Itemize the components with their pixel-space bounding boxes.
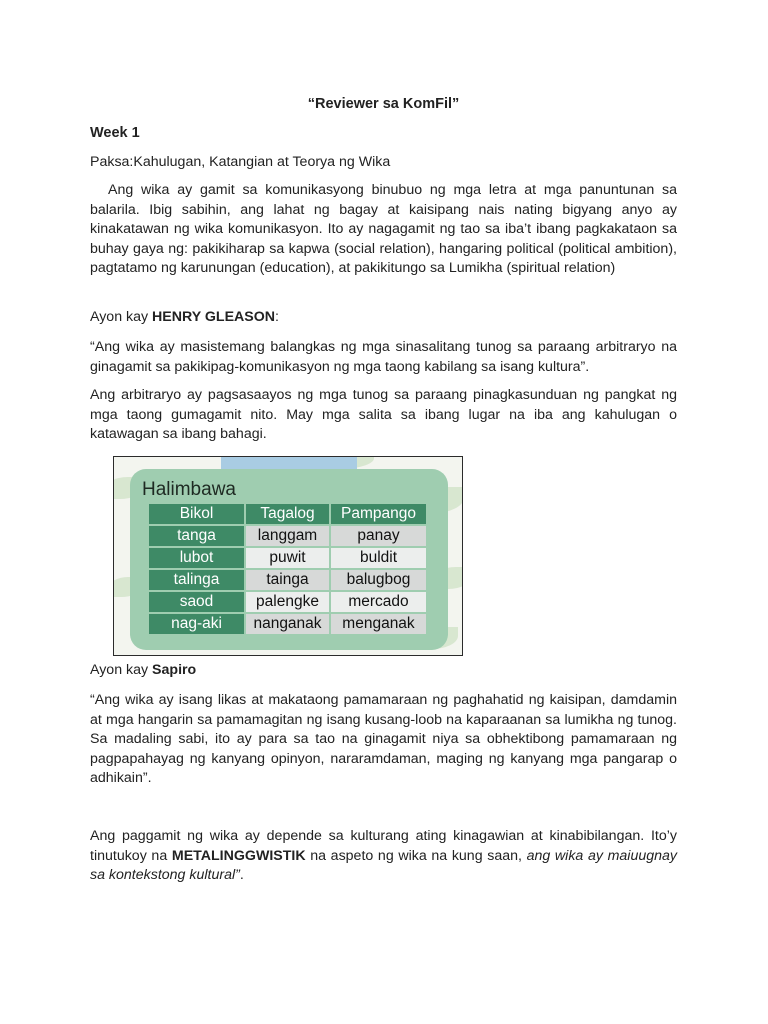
gleason-quote: “Ang wika ay masistemang balangkas ng mga sinasalitang tunog sa paraang arbitraryo na ginagamit sa pakikipag-komunikasyon ng mga taong kabilang sa isang kultura”. (90, 339, 677, 375)
table-cell: lubot (149, 548, 244, 568)
gleason-heading (90, 308, 677, 328)
intro-paragraph: Ang wika ay gamit sa komunikasyong binubuo ng mga letra at mga panuntunan sa balarila. Ibig sabihin, ang lahat ng bagay at kaisipang nais nating bigyang anyo ay kinakatawan ng wika komunikasyon. Ito ay nagagamit ng tao sa iba’t ibang pagkakataon sa buhay gaya ng: pakikiharap sa kapwa (social relation), hangaring political (political ambition), pagtatamo ng karunungan (education), at pakikitungo sa Lumikha (spiritual relation) (90, 182, 677, 277)
sapiro-prefix: Ayon kay (90, 662, 153, 678)
table-row (149, 526, 426, 546)
arbitraryo-paragraph: Ang arbitraryo ay pagsasaayos ng mga tunog sa paraang pinagkasunduan ng pangkat ng mga taong gumagamit nito. May mga salita sa ibang lugar na iba ang kahulugan o katawagan sa ibang bahagi. (90, 387, 677, 443)
table-row (149, 570, 426, 590)
gleason-name: HENRY GLEASON (152, 309, 276, 325)
week-heading: Week 1 (90, 125, 140, 141)
table-cell: talinga (149, 570, 244, 590)
closing-end: . (239, 867, 244, 884)
topic-line: Paksa:Kahulugan, Katangian at Teorya ng Wika (90, 154, 391, 170)
table-cell: buldit (331, 548, 426, 568)
table-row (149, 592, 426, 612)
sapiro-name: Sapiro (152, 662, 197, 678)
column-header: Bikol (149, 504, 244, 524)
sapiro-heading (90, 661, 677, 681)
table-cell: panay (331, 526, 426, 546)
table-cell: mercado (331, 592, 426, 612)
table-row (149, 614, 426, 634)
closing-part2: na aspeto ng wika na kung saan, (305, 847, 527, 864)
table-cell: menganak (331, 614, 426, 634)
sapiro-quote: “Ang wika ay isang likas at makataong pamamaraan ng paghahatid ng kaisipan, damdamin at mga hangarin sa pamamagitan ng isang kusang-loob na kaparaanan sa lumikha ng tunog. Sa madaling sabi, ito ay para sa tao na ginagamit niya sa obhektibong pamamaraan ng pagpapahayag ng kanyang opinyon, nararamdaman, maging ng kanyang mga pangarap o adhikain”. (90, 692, 677, 787)
closing-paragraph (90, 827, 677, 886)
table-cell: nag-aki (149, 614, 244, 634)
example-heading: Halimbawa (142, 479, 236, 500)
table-row (149, 548, 426, 568)
table-cell: tainga (246, 570, 329, 590)
column-header: Pampango (331, 504, 426, 524)
column-header: Tagalog (246, 504, 329, 524)
table-cell: palengke (246, 592, 329, 612)
table-cell: tanga (149, 526, 244, 546)
language-comparison-table (147, 502, 428, 636)
table-cell: langgam (246, 526, 329, 546)
table-cell: saod (149, 592, 244, 612)
table-cell: balugbog (331, 570, 426, 590)
example-image (113, 456, 463, 656)
closing-italic: ang wika ay maiuugnay sa kontekstong kultural” (90, 847, 678, 884)
gleason-suffix: : (275, 309, 279, 325)
document-title: “Reviewer sa KomFil” (307, 96, 460, 112)
closing-part1: Ang paggamit ng wika ay depende sa kulturang ating kinagawian at kinabibilangan. Ito’y tinutukoy na (90, 828, 677, 864)
metalinggwistik-term: METALINGGWISTIK (171, 847, 306, 864)
gleason-prefix: Ayon kay (90, 309, 153, 325)
table-cell: nanganak (246, 614, 329, 634)
table-cell: puwit (246, 548, 329, 568)
example-card (130, 469, 448, 650)
